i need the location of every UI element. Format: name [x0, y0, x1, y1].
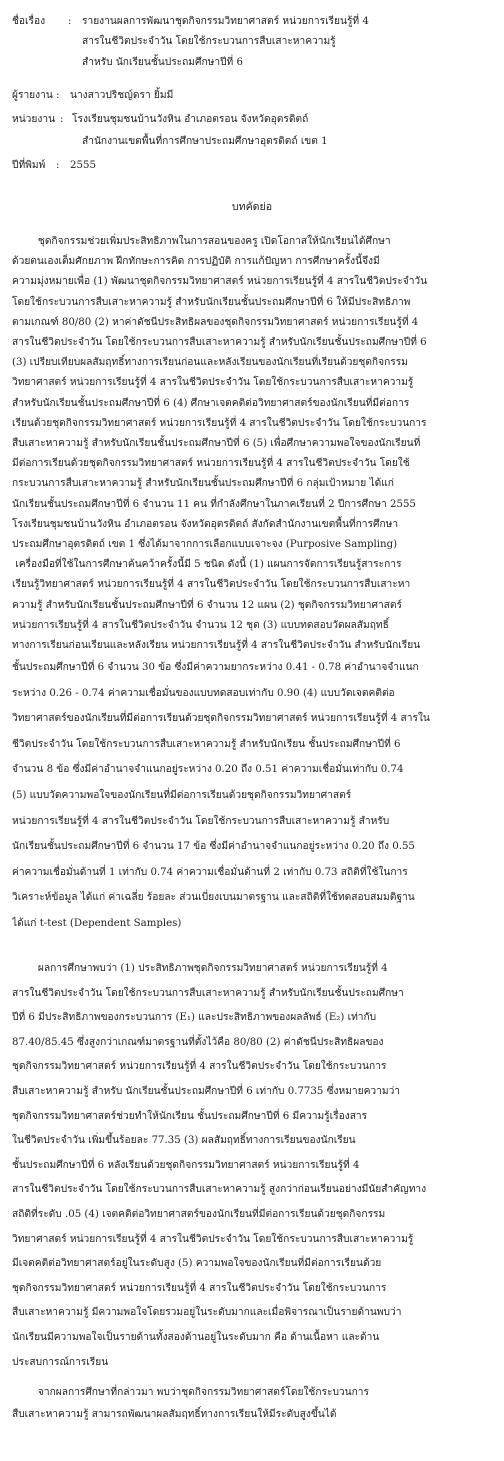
colon: :	[56, 160, 60, 171]
paragraph-line: จากผลการศึกษาที่กล่าวมา พบว่าชุดกิจกรรมวิทยาศาสตร์โดยใช้กระบวนการ	[12, 1387, 369, 1398]
paragraph-line: ในชีวิตประจำวัน เพิ่มขึ้นร้อยละ 77.35 (3) ผลสัมฤทธิ์ทางการเรียนของนักเรียน	[12, 1135, 356, 1147]
colon: :	[56, 90, 60, 101]
paragraph-line: นักเรียนชั้นประถมศึกษาปีที่ 6 จำนวน 11 คน ที่กำลังศึกษาในภาคเรียนที่ 2 ปีการศึกษา 2555	[12, 498, 416, 510]
paragraph-line: เครื่องมือที่ใช้ในการศึกษาค้นคว้าครั้งนี้มี 5 ชนิด ดังนี้ (1) แผนการจัดการเรียนรู้สาระการ	[12, 559, 402, 571]
paragraph-line: ประถมศึกษาอุตรดิตถ์ เขต 1 ซึ่งได้มาจากการเลือกแบบเจาะจง (Purposive Sampling)	[12, 539, 398, 551]
subject-line-2: สารในชีวิตประจำวัน โดยใช้กระบวนการสืบเสาะหาความรู้	[82, 36, 336, 47]
paragraph-line: สืบเสาะหาความรู้ สามารถพัฒนาผลสัมฤทธิ์ทางการเรียนให้มีระดับสูงขึ้นได้	[12, 1409, 337, 1420]
paragraph-line: ชุดกิจกรรมวิทยาศาสตร์ช่วยทำให้นักเรียน ชั้นประถมศึกษาปีที่ 6 มีความรู้เรื่องสาร	[12, 1110, 368, 1122]
paragraph-line: ชั้นประถมศึกษาปีที่ 6 หลังเรียนด้วยชุดกิจกรรมวิทยาศาสตร์ หน่วยการเรียนรู้ที่ 4	[12, 1159, 360, 1171]
paragraph-line: กระบวนการสืบเสาะหาความรู้ สำหรับนักเรียนชั้นประถมศึกษาปีที่ 6 กลุ่มเป้าหมาย ได้แก่	[12, 478, 394, 490]
paragraph-line: สำหรับนักเรียนชั้นประถมศึกษาปีที่ 6 (4) ศึกษาเจตคติต่อวิทยาศาสตร์ของนักเรียนที่มีต่อการ	[12, 397, 410, 409]
paragraph-line: (3) เปรียบเทียบผลสัมฤทธิ์ทางการเรียนก่อนและหลังเรียนของนักเรียนที่เรียนด้วยชุดกิจกรรม	[12, 357, 408, 369]
paragraph-line: มีเจตคติต่อวิทยาศาสตร์อยู่ในระดับสูง (5) ความพอใจของนักเรียนที่มีต่อการเรียนด้วย	[12, 1258, 382, 1270]
organization-line-2: สำนักงานเขตพื้นที่การศึกษาประถมศึกษาอุตรดิตถ์ เขต 1	[82, 136, 328, 147]
paragraph-line: นักเรียนมีความพอใจเป็นรายด้านทั้งสองด้านอยู่ในระดับมาก คือ ด้านเนื้อหา และด้าน	[12, 1331, 380, 1343]
paragraph-line: หน่วยการเรียนรู้ที่ 4 สารในชีวิตประจำวัน จำนวน 12 ชุด (3) แบบทดสอบวัดผลสัมฤทธิ์	[12, 619, 389, 631]
paragraph-line: ประสบการณ์การเรียน	[12, 1356, 109, 1368]
paragraph-line: มีต่อการเรียนด้วยชุดกิจกรรมวิทยาศาสตร์ หน่วยการเรียนรู้ที่ 4 สารในชีวิตประจำวัน โดยใช้	[12, 458, 410, 470]
author-label: ผู้รายงาน	[12, 90, 53, 101]
paragraph-line: สืบเสาะหาความรู้ มีความพอใจโดยรวมอยู่ในระดับมากและเมื่อพิจารณาเป็นรายด้านพบว่า	[12, 1307, 402, 1319]
paragraph-line: ชุดกิจกรรมช่วยเพิ่มประสิทธิภาพในการสอนของครู เปิดโอกาสให้นักเรียนได้ศึกษา	[12, 236, 391, 247]
paragraph-line: โดยใช้กระบวนการสืบเสาะหาความรู้ สำหรับนักเรียนชั้นประถมศึกษาปีที่ 6 ให้มีประสิทธิภาพ	[12, 296, 411, 308]
organization-label: หน่วยงาน	[12, 114, 56, 125]
paragraph-line: เรียนรู้วิทยาศาสตร์ หน่วยการเรียนรู้ที่ 4 สารในชีวิตประจำวัน โดยใช้กระบวนการสืบเสาะหา	[12, 579, 411, 591]
subject-label: ชื่อเรื่อง	[12, 16, 46, 27]
paragraph-line: สารในชีวิตประจำวัน โดยใช้กระบวนการสืบเสาะหาความรู้ สำหรับนักเรียนชั้นประถมศึกษาปีที่ 6	[12, 337, 427, 349]
paragraph-line: สืบเสาะหาความรู้ สำหรับนักเรียนชั้นประถมศึกษาปีที่ 6 (5) เพื่อศึกษาความพอใจของนักเรียนที่	[12, 438, 421, 450]
paragraph-line: ความรู้ สำหรับนักเรียนชั้นประถมศึกษาปีที่ 6 จำนวน 12 แผน (2) ชุดกิจกรรมวิทยาศาสตร์	[12, 599, 402, 611]
subject-line-1: รายงานผลการพัฒนาชุดกิจกรรมวิทยาศาสตร์ หน่วยการเรียนรู้ที่ 4	[82, 16, 369, 27]
paragraph-line: จำนวน 8 ข้อ ซึ่งมีค่าอำนาจจำแนกอยู่ระหว่าง 0.20 ถึง 0.51 ค่าความเชื่อมั่นเท่ากับ 0.74	[12, 764, 404, 776]
paragraph-line: ค่าความเชื่อมั่นด้านที่ 1 เท่ากับ 0.74 ค่าความเชื่อมั่นด้านที่ 2 เท่ากับ 0.73 สถิติที่ใช้ในการ	[12, 866, 408, 878]
paragraph-line: (5) แบบวัดความพอใจของนักเรียนที่มีต่อการเรียนด้วยชุดกิจกรรมวิทยาศาสตร์	[12, 789, 352, 801]
paragraph-line: ชุดกิจกรรมวิทยาศาสตร์ หน่วยการเรียนรู้ที่ 4 สารในชีวิตประจำวัน โดยใช้กระบวนการ	[12, 1061, 387, 1073]
paragraph-line: วิเคราะห์ข้อมูล ได้แก่ ค่าเฉลี่ย ร้อยละ ส่วนเบี่ยงเบนมาตรฐาน และสถิติที่ใช้ทดสอบสมมติฐาน	[12, 892, 415, 904]
abstract-paragraph-1	[12, 232, 490, 656]
year-label: ปีที่พิมพ์	[12, 160, 46, 171]
paragraph-line: ปีที่ 6 มีประสิทธิภาพของกระบวนการ (E₁) และประสิทธิภาพของผลลัพธ์ (E₂) เท่ากับ	[12, 1012, 377, 1024]
paragraph-line: โรงเรียนชุมชนบ้านวังหิน อำเภอตรอน จังหวัดอุตรดิตถ์ สังกัดสำนักงานเขตพื้นที่การศึกษา	[12, 518, 399, 530]
abstract-title: บทคัดย่อ	[231, 201, 273, 213]
paragraph-line: ตามเกณฑ์ 80/80 (2) หาค่าดัชนีประสิทธิผลของชุดกิจกรรมวิทยาศาสตร์ หน่วยการเรียนรู้ที่ 4	[12, 316, 419, 328]
paragraph-line: นักเรียนชั้นประถมศึกษาปีที่ 6 จำนวน 17 ข้อ ซึ่งมีค่าอำนาจจำแนกอยู่ระหว่าง 0.20 ถึง 0.55	[12, 841, 415, 853]
paragraph-line: วิทยาศาสตร์ หน่วยการเรียนรู้ที่ 4 สารในชีวิตประจำวัน โดยใช้กระบวนการสืบเสาะหาความรู้	[12, 1233, 414, 1245]
paragraph-line: ชั้นประถมศึกษาปีที่ 6 จำนวน 30 ข้อ ซึ่งมีค่าความยากระหว่าง 0.41 - 0.78 ค่าอำนาจจำแนก	[12, 662, 419, 673]
paragraph-line: ผลการศึกษาพบว่า (1) ประสิทธิภาพชุดกิจกรรมวิทยาศาสตร์ หน่วยการเรียนรู้ที่ 4	[12, 963, 388, 974]
colon: :	[60, 114, 64, 125]
paragraph-line: ได้แก่ t-test (Dependent Samples)	[12, 917, 182, 929]
paragraph-line: ด้วยตนเองเต็มศักยภาพ ฝึกทักษะการคิด การปฏิบัติ การแก้ปัญหา การศึกษาครั้งนี้จึงมี	[12, 256, 380, 268]
abstract-paragraph-4	[12, 1382, 490, 1426]
author-name: นางสาวปริชญ์ดรา ยิ้มมี	[70, 90, 174, 101]
paragraph-line: หน่วยการเรียนรู้ที่ 4 สารในชีวิตประจำวัน โดยใช้กระบวนการสืบเสาะหาความรู้ สำหรับ	[12, 815, 390, 827]
abstract-paragraph-3	[12, 957, 490, 1375]
paragraph-line: วิทยาศาสตร์ของนักเรียนที่มีต่อการเรียนด้วยชุดกิจกรรมวิทยาศาสตร์ หน่วยการเรียนรู้ที่ 4 สารใน	[12, 713, 430, 725]
paragraph-line: เรียนด้วยชุดกิจกรรมวิทยาศาสตร์ หน่วยการเรียนรู้ที่ 4 สารในชีวิตประจำวัน โดยใช้กระบวนการ	[12, 417, 427, 429]
paragraph-line: ความมุ่งหมายเพื่อ (1) พัฒนาชุดกิจกรรมวิทยาศาสตร์ หน่วยการเรียนรู้ที่ 4 สารในชีวิตประจำวัน	[12, 276, 428, 288]
paragraph-line: 87.40/85.45 ซึ่งสูงกว่าเกณฑ์มาตรฐานที่ตั้งไว้คือ 80/80 (2) ค่าดัชนีประสิทธิผลของ	[12, 1036, 384, 1048]
paragraph-line: วิทยาศาสตร์ หน่วยการเรียนรู้ที่ 4 สารในชีวิตประจำวัน โดยใช้กระบวนการสืบเสาะหาความรู้	[12, 377, 414, 389]
year-value: 2555	[70, 160, 96, 171]
paragraph-line: ชีวิตประจำวัน โดยใช้กระบวนการสืบเสาะหาความรู้ สำหรับนักเรียน ชั้นประถมศึกษาปีที่ 6	[12, 738, 401, 750]
subject-line-3: สำหรับ นักเรียนชั้นประถมศึกษาปีที่ 6	[82, 57, 243, 68]
paragraph-line: สารในชีวิตประจำวัน โดยใช้กระบวนการสืบเสาะหาความรู้ สูงกว่าก่อนเรียนอย่างมีนัยสำคัญทาง	[12, 1184, 427, 1196]
organization-line-1: โรงเรียนชุมชนบ้านวังหิน อำเภอตรอน จังหวัดอุตรดิตถ์	[72, 114, 309, 125]
abstract-paragraph-2	[12, 655, 490, 937]
paragraph-line: สืบเสาะหาความรู้ สำหรับ นักเรียนชั้นประถมศึกษาปีที่ 6 เท่ากับ 0.7735 ซึ่งหมายความว่า	[12, 1085, 401, 1097]
paragraph-line: ทางการเรียนก่อนเรียนและหลังเรียน หน่วยการเรียนรู้ที่ 4 สารในชีวิตประจำวัน สำหรับนักเรียน	[12, 640, 421, 652]
paragraph-line: สารในชีวิตประจำวัน โดยใช้กระบวนการสืบเสาะหาความรู้ สำหรับนักเรียนชั้นประถมศึกษา	[12, 987, 404, 999]
paragraph-line: ชุดกิจกรรมวิทยาศาสตร์ หน่วยการเรียนรู้ที่ 4 สารในชีวิตประจำวัน โดยใช้กระบวนการ	[12, 1282, 387, 1294]
paragraph-line: สถิติที่ระดับ .05 (4) เจตคติต่อวิทยาศาสตร์ของนักเรียนที่มีต่อการเรียนด้วยชุดกิจกรรม	[12, 1208, 386, 1220]
colon: :	[68, 16, 72, 27]
paragraph-line: ระหว่าง 0.26 - 0.74 ค่าความเชื่อมั่นของแบบทดสอบเท่ากับ 0.90 (4) แบบวัดเจตคติต่อ	[12, 687, 395, 699]
